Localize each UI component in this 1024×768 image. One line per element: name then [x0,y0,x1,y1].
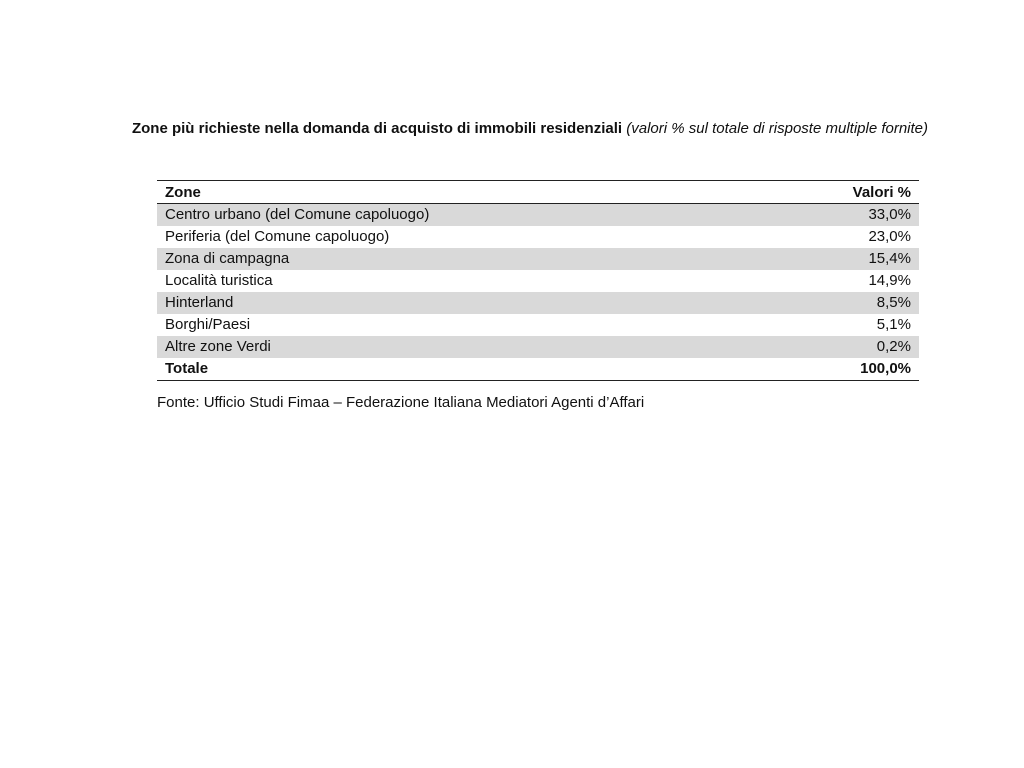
table-row [157,314,919,336]
cell-zone: Località turistica [165,272,273,289]
cell-value: 14,9% [868,272,911,289]
source-note: Fonte: Ufficio Studi Fimaa – Federazione Italiana Mediatori Agenti d’Affari [157,394,645,411]
table-total-row [157,358,919,381]
table-row [157,292,919,314]
total-value: 100,0% [759,358,919,381]
cell-value: 8,5% [759,292,919,314]
total-label: Totale [157,358,759,381]
data-table-container [157,180,919,381]
table-row [157,248,919,270]
cell-zone: Periferia (del Comune capoluogo) [165,228,390,245]
title-bold-text: Zone più richieste nella domanda di acquisto di immobili residenziali [131,120,623,137]
table-row [157,226,919,248]
zones-table [157,180,919,381]
cell-zone: Altre zone Verdi [157,336,759,358]
table-row [157,270,919,292]
cell-zone: Hinterland [157,292,759,314]
cell-value: 5,1% [876,316,911,333]
cell-value: 15,4% [759,248,919,270]
cell-zone: Borghi/Paesi [165,316,251,333]
header-zone: Zone [157,181,759,204]
cell-value: 33,0% [759,204,919,227]
cell-zone: Centro urbano (del Comune capoluogo) [157,204,759,227]
header-value: Valori % [759,181,919,204]
table-row [157,204,919,227]
cell-zone: Zona di campagna [157,248,759,270]
table-row [157,336,919,358]
table-header-row [157,181,919,204]
title-italic-text: (valori % sul totale di risposte multiple fornite) [626,120,929,137]
cell-value: 0,2% [759,336,919,358]
table-title [130,112,930,146]
cell-value: 23,0% [868,228,911,245]
